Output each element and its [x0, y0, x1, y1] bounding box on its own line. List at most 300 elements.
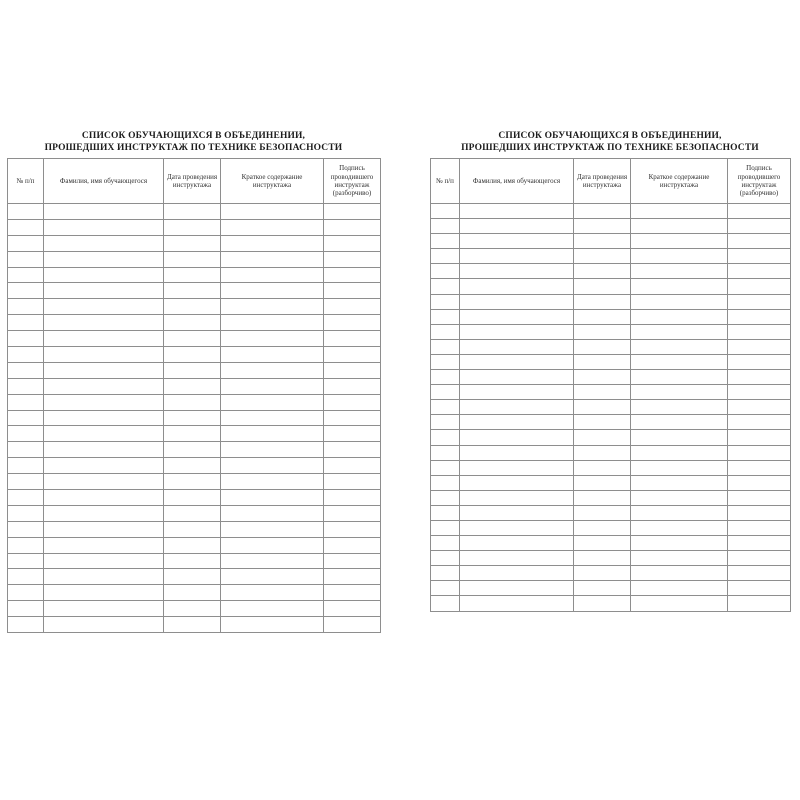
empty-cell: [431, 204, 460, 219]
empty-cell: [431, 370, 460, 385]
table-row: [431, 204, 791, 219]
empty-cell: [574, 234, 631, 249]
empty-cell: [44, 299, 164, 315]
empty-cell: [44, 426, 164, 442]
table-row: [8, 553, 381, 569]
empty-cell: [574, 430, 631, 445]
empty-cell: [574, 415, 631, 430]
empty-cell: [8, 235, 44, 251]
table-row: [431, 385, 791, 400]
empty-cell: [631, 581, 728, 596]
empty-cell: [324, 474, 381, 490]
empty-cell: [164, 251, 221, 267]
empty-cell: [44, 521, 164, 537]
empty-cell: [8, 521, 44, 537]
table-row: [8, 394, 381, 410]
empty-cell: [574, 339, 631, 354]
empty-cell: [221, 283, 324, 299]
table-row: [8, 601, 381, 617]
empty-cell: [44, 490, 164, 506]
empty-cell: [728, 551, 791, 566]
empty-cell: [164, 347, 221, 363]
empty-cell: [631, 264, 728, 279]
empty-cell: [44, 204, 164, 220]
empty-cell: [728, 566, 791, 581]
empty-cell: [221, 474, 324, 490]
empty-cell: [431, 596, 460, 611]
empty-cell: [728, 279, 791, 294]
empty-cell: [574, 324, 631, 339]
empty-cell: [460, 249, 574, 264]
empty-cell: [324, 299, 381, 315]
empty-cell: [44, 505, 164, 521]
empty-cell: [8, 331, 44, 347]
table-header: [8, 159, 381, 204]
empty-cell: [164, 283, 221, 299]
empty-cell: [574, 490, 631, 505]
empty-cell: [164, 426, 221, 442]
empty-cell: [431, 505, 460, 520]
empty-cell: [8, 315, 44, 331]
table-row: [431, 505, 791, 520]
empty-cell: [431, 385, 460, 400]
empty-cell: [8, 585, 44, 601]
page-title: [7, 131, 380, 154]
empty-cell: [631, 536, 728, 551]
empty-cell: [460, 204, 574, 219]
table-row: [8, 521, 381, 537]
empty-cell: [221, 569, 324, 585]
table-row: [431, 490, 791, 505]
empty-cell: [221, 521, 324, 537]
empty-cell: [44, 219, 164, 235]
empty-cell: [728, 415, 791, 430]
empty-cell: [431, 249, 460, 264]
empty-cell: [574, 264, 631, 279]
table-row: [431, 400, 791, 415]
table-row: [8, 585, 381, 601]
empty-cell: [431, 309, 460, 324]
table-row: [8, 251, 381, 267]
empty-cell: [728, 309, 791, 324]
empty-cell: [44, 235, 164, 251]
empty-cell: [728, 536, 791, 551]
empty-cell: [164, 219, 221, 235]
empty-cell: [460, 475, 574, 490]
empty-cell: [164, 204, 221, 220]
empty-cell: [221, 235, 324, 251]
empty-cell: [574, 460, 631, 475]
empty-cell: [574, 354, 631, 369]
empty-cell: [460, 460, 574, 475]
table-row: [431, 566, 791, 581]
title-line-2: ПРОШЕДШИХ ИНСТРУКТАЖ ПО ТЕХНИКЕ БЕЗОПАСНОСТИ: [44, 142, 343, 153]
empty-cell: [574, 219, 631, 234]
empty-cell: [460, 234, 574, 249]
empty-cell: [164, 299, 221, 315]
empty-cell: [574, 249, 631, 264]
table-row: [8, 219, 381, 235]
table-row: [8, 331, 381, 347]
table-row: [431, 264, 791, 279]
empty-cell: [574, 536, 631, 551]
empty-cell: [431, 430, 460, 445]
empty-cell: [8, 474, 44, 490]
empty-cell: [631, 370, 728, 385]
empty-cell: [221, 267, 324, 283]
empty-cell: [8, 347, 44, 363]
empty-cell: [8, 362, 44, 378]
empty-cell: [460, 490, 574, 505]
empty-cell: [631, 460, 728, 475]
empty-cell: [221, 601, 324, 617]
empty-cell: [221, 537, 324, 553]
table-body: [431, 204, 791, 612]
table-row: [431, 279, 791, 294]
table-row: [431, 234, 791, 249]
empty-cell: [324, 458, 381, 474]
empty-cell: [324, 410, 381, 426]
empty-cell: [728, 430, 791, 445]
table-row: [8, 505, 381, 521]
table-row: [8, 458, 381, 474]
empty-cell: [8, 617, 44, 633]
empty-cell: [460, 596, 574, 611]
empty-cell: [164, 601, 221, 617]
column-header-row-number: № п/п: [431, 159, 460, 204]
table-row: [8, 235, 381, 251]
empty-cell: [728, 324, 791, 339]
empty-cell: [164, 537, 221, 553]
empty-cell: [44, 410, 164, 426]
empty-cell: [728, 475, 791, 490]
empty-cell: [324, 569, 381, 585]
empty-cell: [164, 410, 221, 426]
empty-cell: [431, 219, 460, 234]
column-header-briefing-date: Дата проведения инструктажа: [164, 159, 221, 204]
empty-cell: [431, 520, 460, 535]
empty-cell: [431, 294, 460, 309]
empty-cell: [431, 460, 460, 475]
empty-cell: [44, 394, 164, 410]
empty-cell: [431, 551, 460, 566]
empty-cell: [221, 204, 324, 220]
empty-cell: [221, 426, 324, 442]
empty-cell: [8, 458, 44, 474]
empty-cell: [8, 394, 44, 410]
empty-cell: [631, 339, 728, 354]
empty-cell: [8, 426, 44, 442]
empty-cell: [8, 219, 44, 235]
empty-cell: [631, 566, 728, 581]
empty-cell: [574, 566, 631, 581]
table-row: [8, 569, 381, 585]
empty-cell: [574, 400, 631, 415]
table-row: [431, 581, 791, 596]
empty-cell: [44, 442, 164, 458]
empty-cell: [460, 370, 574, 385]
table-row: [431, 370, 791, 385]
empty-cell: [221, 585, 324, 601]
column-header-briefing-content: Краткое содержание инструктажа: [221, 159, 324, 204]
empty-cell: [631, 354, 728, 369]
empty-cell: [44, 251, 164, 267]
page-title: [430, 131, 790, 154]
empty-cell: [431, 415, 460, 430]
column-header-student-name: Фамилия, имя обучающегося: [460, 159, 574, 204]
table-row: [8, 267, 381, 283]
column-header-row-number: № п/п: [8, 159, 44, 204]
empty-cell: [574, 475, 631, 490]
table-row: [431, 249, 791, 264]
empty-cell: [460, 430, 574, 445]
column-header-instructor-signature: Подпись проводившего инструктаж (разборчиво): [728, 159, 791, 204]
table-row: [8, 283, 381, 299]
empty-cell: [44, 553, 164, 569]
empty-cell: [164, 490, 221, 506]
empty-cell: [728, 490, 791, 505]
table-row: [431, 354, 791, 369]
table-row: [8, 410, 381, 426]
empty-cell: [631, 415, 728, 430]
empty-cell: [728, 596, 791, 611]
empty-cell: [728, 400, 791, 415]
empty-cell: [631, 596, 728, 611]
empty-cell: [460, 581, 574, 596]
empty-cell: [460, 520, 574, 535]
empty-cell: [460, 279, 574, 294]
empty-cell: [631, 445, 728, 460]
empty-cell: [324, 378, 381, 394]
empty-cell: [44, 537, 164, 553]
table-row: [431, 475, 791, 490]
empty-cell: [44, 378, 164, 394]
empty-cell: [574, 445, 631, 460]
table-row: [8, 617, 381, 633]
empty-cell: [324, 505, 381, 521]
empty-cell: [460, 219, 574, 234]
empty-cell: [460, 400, 574, 415]
empty-cell: [221, 617, 324, 633]
empty-cell: [460, 415, 574, 430]
empty-cell: [574, 520, 631, 535]
empty-cell: [164, 553, 221, 569]
empty-cell: [324, 331, 381, 347]
empty-cell: [460, 536, 574, 551]
empty-cell: [324, 347, 381, 363]
empty-cell: [631, 324, 728, 339]
table-row: [431, 460, 791, 475]
empty-cell: [164, 474, 221, 490]
empty-cell: [324, 537, 381, 553]
empty-cell: [164, 585, 221, 601]
empty-cell: [728, 339, 791, 354]
empty-cell: [164, 442, 221, 458]
empty-cell: [431, 264, 460, 279]
empty-cell: [44, 362, 164, 378]
empty-cell: [164, 235, 221, 251]
empty-cell: [164, 378, 221, 394]
empty-cell: [324, 442, 381, 458]
table-header-row: [8, 159, 381, 204]
empty-cell: [574, 294, 631, 309]
empty-cell: [221, 505, 324, 521]
empty-cell: [8, 490, 44, 506]
empty-cell: [44, 315, 164, 331]
empty-cell: [431, 536, 460, 551]
table-row: [8, 537, 381, 553]
empty-cell: [460, 324, 574, 339]
table-row: [431, 520, 791, 535]
empty-cell: [221, 490, 324, 506]
empty-cell: [460, 505, 574, 520]
empty-cell: [8, 537, 44, 553]
empty-cell: [324, 204, 381, 220]
empty-cell: [460, 309, 574, 324]
column-header-briefing-date: Дата проведения инструктажа: [574, 159, 631, 204]
empty-cell: [324, 521, 381, 537]
empty-cell: [631, 219, 728, 234]
empty-cell: [631, 204, 728, 219]
table-row: [431, 219, 791, 234]
empty-cell: [221, 378, 324, 394]
empty-cell: [324, 315, 381, 331]
empty-cell: [631, 520, 728, 535]
empty-cell: [574, 279, 631, 294]
empty-cell: [460, 566, 574, 581]
table-row: [8, 474, 381, 490]
table-row: [431, 339, 791, 354]
safety-briefing-table: [7, 158, 381, 633]
empty-cell: [44, 331, 164, 347]
empty-cell: [44, 267, 164, 283]
empty-cell: [8, 569, 44, 585]
empty-cell: [221, 362, 324, 378]
empty-cell: [460, 264, 574, 279]
empty-cell: [221, 394, 324, 410]
empty-cell: [460, 385, 574, 400]
empty-cell: [8, 505, 44, 521]
empty-cell: [324, 219, 381, 235]
empty-cell: [221, 315, 324, 331]
empty-cell: [44, 347, 164, 363]
empty-cell: [221, 299, 324, 315]
empty-cell: [631, 385, 728, 400]
empty-cell: [431, 490, 460, 505]
empty-cell: [164, 267, 221, 283]
empty-cell: [631, 279, 728, 294]
empty-cell: [631, 551, 728, 566]
empty-cell: [324, 267, 381, 283]
empty-cell: [8, 204, 44, 220]
empty-cell: [44, 474, 164, 490]
table-row: [431, 415, 791, 430]
empty-cell: [324, 283, 381, 299]
empty-cell: [728, 204, 791, 219]
table-row: [431, 294, 791, 309]
table-row: [8, 299, 381, 315]
empty-cell: [8, 267, 44, 283]
empty-cell: [728, 234, 791, 249]
empty-cell: [574, 370, 631, 385]
table-header: [431, 159, 791, 204]
table-row: [431, 596, 791, 611]
empty-cell: [460, 551, 574, 566]
empty-cell: [631, 475, 728, 490]
empty-cell: [431, 279, 460, 294]
table-row: [431, 430, 791, 445]
empty-cell: [221, 219, 324, 235]
empty-cell: [728, 445, 791, 460]
empty-cell: [728, 385, 791, 400]
empty-cell: [431, 339, 460, 354]
empty-cell: [324, 426, 381, 442]
empty-cell: [431, 400, 460, 415]
empty-cell: [221, 458, 324, 474]
empty-cell: [164, 521, 221, 537]
empty-cell: [631, 400, 728, 415]
table-body: [8, 204, 381, 633]
empty-cell: [324, 235, 381, 251]
empty-cell: [8, 378, 44, 394]
empty-cell: [221, 410, 324, 426]
empty-cell: [8, 442, 44, 458]
safety-briefing-table: [430, 158, 791, 612]
title-line-1: СПИСОК ОБУЧАЮЩИХСЯ В ОБЪЕДИНЕНИИ,: [498, 131, 722, 141]
empty-cell: [324, 251, 381, 267]
empty-cell: [164, 394, 221, 410]
empty-cell: [431, 234, 460, 249]
empty-cell: [574, 596, 631, 611]
table-row: [8, 442, 381, 458]
empty-cell: [631, 505, 728, 520]
empty-cell: [44, 458, 164, 474]
empty-cell: [164, 505, 221, 521]
empty-cell: [324, 394, 381, 410]
empty-cell: [324, 585, 381, 601]
empty-cell: [728, 294, 791, 309]
empty-cell: [164, 362, 221, 378]
table-row: [431, 445, 791, 460]
empty-cell: [728, 460, 791, 475]
empty-cell: [221, 331, 324, 347]
empty-cell: [631, 249, 728, 264]
empty-cell: [324, 553, 381, 569]
table-row: [8, 362, 381, 378]
table-row: [8, 426, 381, 442]
empty-cell: [631, 430, 728, 445]
empty-cell: [431, 354, 460, 369]
empty-cell: [431, 324, 460, 339]
table-row: [431, 324, 791, 339]
empty-cell: [324, 362, 381, 378]
table-row: [431, 536, 791, 551]
table-row: [8, 204, 381, 220]
empty-cell: [631, 234, 728, 249]
empty-cell: [164, 331, 221, 347]
page-left: [7, 131, 380, 633]
empty-cell: [221, 553, 324, 569]
empty-cell: [574, 309, 631, 324]
table-header-row: [431, 159, 791, 204]
empty-cell: [324, 617, 381, 633]
empty-cell: [574, 551, 631, 566]
empty-cell: [324, 490, 381, 506]
table-row: [431, 551, 791, 566]
empty-cell: [164, 569, 221, 585]
empty-cell: [164, 458, 221, 474]
empty-cell: [44, 601, 164, 617]
